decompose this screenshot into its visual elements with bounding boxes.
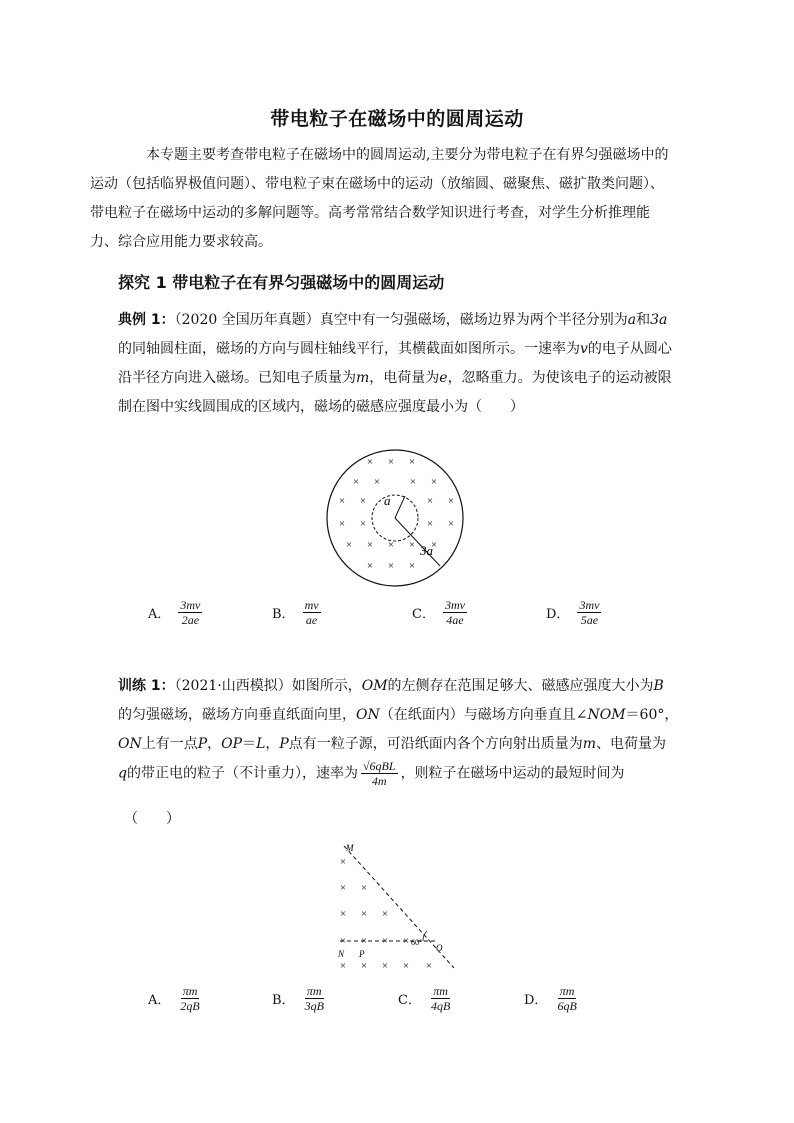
field-into-page-mark: ×	[430, 539, 438, 551]
text: 的左侧存在范围足够大、磁感应强度大小为	[387, 678, 654, 694]
text: 制在图中实线圆围成的区域内，磁场的磁感应强度最小为（ ）	[118, 399, 524, 415]
field-into-page-mark: ×	[338, 518, 346, 530]
intro-paragraph	[90, 141, 690, 257]
text: 点有一粒子源，可沿纸面内各个方向射出质量为	[288, 736, 583, 752]
field-into-page-mark: ×	[366, 456, 374, 468]
label-3a: 3a	[420, 543, 433, 558]
intro-line: 带电粒子在磁场中运动的多解问题等。高考常常结合数学知识进行考查，对学生分析推理能	[90, 205, 650, 221]
example-1-text	[118, 306, 690, 422]
field-into-page-mark: ×	[359, 518, 367, 530]
var: v	[580, 341, 588, 357]
var: ON	[118, 736, 142, 752]
option-letter: B．	[272, 993, 295, 1008]
option-b[interactable]	[272, 598, 321, 627]
text: 的带正电的粒子（不计重力），速率为	[126, 765, 358, 782]
option-letter: D．	[546, 607, 570, 622]
text: ，电荷量为	[369, 370, 440, 386]
var: 3a	[650, 312, 668, 328]
intro-line: 运动（包括临界极值问题）、带电粒子束在磁场中的运动（放缩圆、磁聚焦、磁扩散类问题）、	[90, 176, 664, 192]
field-into-page-mark: ×	[339, 908, 347, 920]
field-into-page-mark: ×	[402, 960, 410, 972]
field-into-page-mark: ×	[426, 495, 434, 507]
field-into-page-mark: ×	[360, 960, 368, 972]
numerator: 3mv	[579, 598, 600, 612]
option-fraction	[555, 984, 578, 1013]
label-angle: 60°	[411, 938, 423, 947]
field-into-page-mark: ×	[339, 935, 347, 947]
var: OP	[221, 736, 243, 752]
text: （2021·山西模拟）如图所示，	[174, 678, 362, 694]
field-into-page-mark: ×	[360, 908, 368, 920]
field-into-page-mark: ×	[447, 518, 455, 530]
field-into-page-mark: ×	[387, 539, 395, 551]
option-fraction	[303, 984, 326, 1013]
text: 、电荷量为	[596, 736, 667, 752]
text: 上有一点	[141, 736, 198, 752]
field-into-page-mark: ×	[387, 456, 395, 468]
denominator: 6qB	[557, 999, 577, 1013]
intro-line: 本专题主要考查带电粒子在磁场中的圆周运动,主要分为带电粒子在有界匀强磁场中的	[146, 147, 669, 163]
denominator: 5ae	[580, 613, 599, 627]
option-fraction	[303, 598, 321, 627]
text: ，	[207, 736, 222, 752]
var: a	[627, 312, 637, 328]
numerator: √6qBL	[362, 759, 396, 773]
field-into-page-mark: ×	[338, 495, 346, 507]
field-into-page-mark: ×	[430, 476, 438, 488]
var: L	[256, 736, 266, 752]
text: ，忽略重力。为使该电子的运动被限	[447, 370, 672, 386]
var: P	[197, 736, 208, 752]
figure-wedge-magnetic-field	[330, 838, 465, 973]
option-letter: C．	[412, 607, 435, 622]
field-into-page-mark: ×	[387, 560, 395, 572]
denominator: ae	[305, 613, 318, 627]
text: 的同轴圆柱面，磁场的方向与圆柱轴线平行，其横截面如图所示。一速率为	[118, 341, 580, 357]
denominator: 4ae	[446, 613, 464, 627]
training-label: 训练 1：	[118, 678, 175, 694]
field-into-page-mark: ×	[447, 495, 455, 507]
field-into-page-mark: ×	[408, 456, 416, 468]
field-into-page-mark: ×	[425, 960, 433, 972]
option-a[interactable]	[148, 984, 202, 1013]
figure-concentric-magnetic-field	[325, 448, 465, 588]
field-into-page-mark: ×	[339, 856, 347, 868]
option-a[interactable]	[148, 598, 202, 627]
numerator: 3mv	[180, 598, 201, 612]
text: ＝	[242, 736, 257, 752]
denominator: 2ae	[181, 613, 200, 627]
text: （在纸面内）与磁场方向垂直且∠	[379, 707, 588, 723]
field-into-page-mark: ×	[373, 476, 381, 488]
text: 的匀强磁场，磁场方向垂直纸面向里，	[118, 707, 356, 723]
field-into-page-mark: ×	[366, 539, 374, 551]
var: ON	[356, 707, 380, 723]
field-into-page-mark: ×	[352, 476, 360, 488]
var: q	[118, 765, 127, 782]
field-into-page-mark: ×	[339, 882, 347, 894]
option-d[interactable]	[546, 598, 601, 627]
section-heading: 探究 1 带电粒子在有界匀强磁场中的圆周运动	[118, 273, 445, 292]
text: 和	[636, 312, 651, 328]
numerator: mv	[304, 598, 319, 612]
field-into-page-mark: ×	[345, 539, 353, 551]
option-letter: D．	[524, 993, 548, 1008]
numerator: πm	[559, 984, 575, 998]
example-label: 典例 1：	[118, 312, 175, 328]
field-into-page-mark: ×	[359, 495, 367, 507]
text: ＝60°，	[625, 707, 679, 723]
field-into-page-mark: ×	[360, 935, 368, 947]
label-N: N	[338, 949, 345, 959]
field-into-page-mark: ×	[381, 935, 389, 947]
field-into-page-mark: ×	[366, 560, 374, 572]
var: m	[356, 370, 370, 386]
denominator: 4m	[371, 774, 387, 788]
denominator: 4qB	[430, 999, 451, 1013]
field-into-page-mark: ×	[426, 518, 434, 530]
var: NOM	[587, 707, 626, 723]
field-into-page-mark: ×	[381, 960, 389, 972]
numerator: 3mv	[444, 598, 465, 612]
field-into-page-mark: ×	[409, 476, 417, 488]
option-letter: C．	[398, 993, 421, 1008]
var: m	[582, 736, 597, 752]
numerator: πm	[433, 984, 448, 998]
text: （2020 全国历年真题）真空中有一匀强磁场，磁场边界为两个半径分别为	[174, 312, 628, 328]
field-into-page-mark: ×	[339, 960, 347, 972]
option-fraction	[178, 984, 201, 1013]
option-fraction	[577, 598, 601, 627]
text: ，	[265, 736, 280, 752]
option-b[interactable]	[272, 984, 326, 1013]
text: 的电子从圆心	[587, 341, 672, 357]
field-into-page-mark: ×	[408, 539, 416, 551]
option-fraction	[178, 598, 202, 627]
var: B	[653, 678, 664, 694]
denominator: 2qB	[180, 999, 200, 1013]
option-letter: B．	[272, 607, 295, 622]
answer-parentheses: （ ）	[124, 811, 180, 827]
text: ，则粒子在磁场中运动的最短时间为	[400, 765, 625, 782]
numerator: πm	[182, 984, 198, 998]
option-d[interactable]	[524, 984, 579, 1013]
option-letter: A．	[148, 607, 171, 622]
label-a: a	[384, 493, 391, 508]
option-letter: A．	[148, 993, 171, 1008]
field-into-page-mark: ×	[402, 935, 410, 947]
label-P: P	[359, 949, 365, 959]
var: P	[279, 736, 289, 752]
label-O: O	[436, 943, 443, 953]
field-into-page-mark: ×	[360, 882, 368, 894]
page-title: 带电粒子在磁场中的圆周运动	[270, 108, 524, 130]
var: OM	[361, 678, 388, 694]
text: 沿半径方向进入磁场。已知电子质量为	[118, 370, 356, 386]
option-fraction	[429, 984, 452, 1013]
field-into-page-mark: ×	[408, 560, 416, 572]
option-fraction	[443, 598, 467, 627]
option-c[interactable]	[398, 984, 452, 1013]
training-1-text	[118, 672, 690, 789]
numerator: πm	[306, 984, 322, 998]
var: e	[439, 370, 448, 386]
field-into-page-mark: ×	[381, 908, 389, 920]
speed-fraction	[361, 759, 398, 788]
label-M: M	[346, 843, 354, 853]
intro-line: 力、综合应用能力要求较高。	[90, 234, 272, 250]
option-c[interactable]	[412, 598, 467, 627]
denominator: 3qB	[304, 999, 324, 1013]
